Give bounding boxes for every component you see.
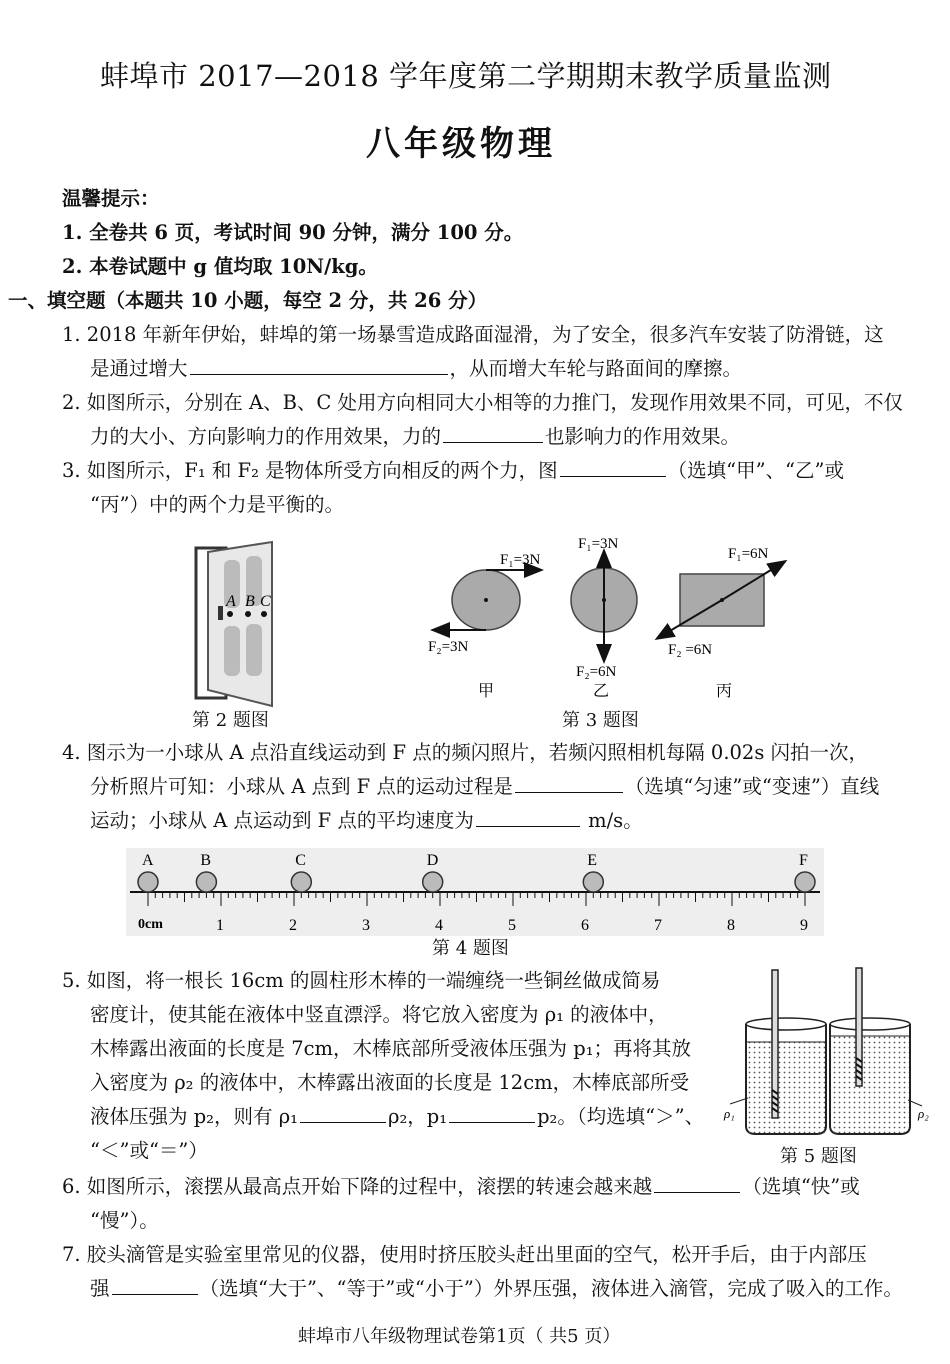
jia-f2-label: F₂=3N [428, 639, 469, 655]
ruler-tick-label: 8 [727, 917, 735, 934]
fig4-caption: 第 4 题图 [432, 938, 509, 959]
liquid-1 [747, 1042, 825, 1133]
strobe-label-c: C [295, 852, 306, 869]
q5-line5 [90, 1104, 704, 1130]
q4-answer-blank-2[interactable] [476, 808, 580, 827]
yi-f1-label: F₁=3N [578, 536, 619, 552]
q6-text-a: 6. 如图所示，滚摆从最高点开始下降的过程中，滚摆的转速会越来越 [62, 1175, 653, 1198]
q4-line3 [90, 808, 643, 834]
exam-subtitle: 八年级物理 [366, 124, 556, 164]
strobe-ball-f [795, 872, 815, 892]
fig4-strobe-figure [124, 846, 828, 938]
door-label-c: C [260, 593, 271, 610]
rho1-label: ρ₁ [724, 1106, 735, 1121]
q4-text-c: 运动；小球从 A 点运动到 F 点的平均速度为 [90, 809, 474, 832]
strobe-ball-e [583, 872, 603, 892]
q5-text-b: ρ₂，p₁ [387, 1105, 448, 1128]
bing-name: 丙 [716, 683, 733, 700]
q5-text-a: 液体压强为 p₂，则有 ρ₁ [90, 1105, 298, 1128]
q3-answer-blank[interactable] [560, 458, 666, 477]
q7-answer-blank[interactable] [112, 1276, 198, 1295]
q2-answer-blank[interactable] [443, 424, 543, 443]
q3-text-b: （选填“甲”、“乙”或 [667, 459, 844, 482]
section-heading: 一、填空题（本题共 10 小题，每空 2 分，共 26 分） [8, 289, 488, 312]
rho2-label: ρ₂ [918, 1106, 929, 1121]
q7-text-b: （选填“大于”、“等于”或“小于”）外界压强，液体进入滴管，完成了吸入的工作。 [199, 1277, 903, 1300]
door-handle [218, 606, 223, 620]
fig3-caption: 第 3 题图 [562, 710, 639, 731]
ruler-tick-label: 1 [216, 917, 224, 934]
q5-line3: 木棒露出液面的长度是 7cm，木棒底部所受液体压强为 p₁；再将其放 [90, 1037, 692, 1060]
q4-line1: 4. 图示为一小球从 A 点沿直线运动到 F 点的频闪照片，若频闪照相机每隔 0.02s 闪拍一次， [62, 741, 869, 764]
jia-name: 甲 [478, 683, 495, 700]
fig2-caption: 第 2 题图 [192, 710, 269, 731]
q1-line1: 1. 2018 年新年伊始，蚌埠的第一场暴雪造成路面湿滑，为了安全，很多汽车安装了防滑链，这 [62, 323, 884, 346]
q5-answer-blank-1[interactable] [300, 1104, 386, 1123]
fig2-door-figure [190, 540, 290, 710]
q4-text-d: m/s。 [588, 809, 643, 832]
strobe-label-b: B [200, 852, 212, 869]
ruler-tick-label: 3 [362, 917, 370, 934]
liquid-2 [831, 1036, 909, 1133]
q7-line1: 7. 胶头滴管是实验室里常见的仪器，使用时挤压胶头赶出里面的空气，松开手后，由于内部压 [62, 1243, 867, 1266]
q3-text-a: 3. 如图所示，F₁ 和 F₂ 是物体所受方向相反的两个力，图 [62, 459, 558, 482]
ruler-tick-label: 4 [435, 917, 443, 934]
ruler-tick-label: 9 [800, 917, 808, 934]
strobe-ball-a [138, 872, 158, 892]
q1-answer-blank[interactable] [190, 356, 448, 375]
q5-line6: “＜”或“＝”） [90, 1139, 208, 1162]
ruler-tick-label: 7 [654, 917, 662, 934]
q2-line2 [90, 424, 740, 450]
jia-f1-label: F₁=3N [500, 552, 541, 568]
q6-text-b: （选填“快”或 [742, 1175, 860, 1198]
strobe-label-e: E [587, 852, 598, 869]
q3-line1 [62, 458, 844, 484]
ruler-unit-label: 0cm [138, 917, 163, 932]
strobe-label-f: F [799, 852, 808, 869]
door-label-b: B [245, 593, 255, 610]
fig3-forces-figure [420, 530, 800, 702]
strobe-label-a: A [142, 852, 154, 869]
q6-answer-blank[interactable] [654, 1174, 740, 1193]
page-footer: 蚌埠市八年级物理试卷第1页（ 共5 页） [298, 1326, 621, 1347]
door-point-c [261, 611, 267, 617]
tip-item-1: 1. 全卷共 6 页，考试时间 90 分钟，满分 100 分。 [62, 221, 524, 244]
door-point-a [227, 611, 233, 617]
q1-text-b: ，从而增大车轮与路面间的摩擦。 [449, 357, 743, 380]
q4-answer-blank-1[interactable] [515, 774, 623, 793]
door-label-a: A [226, 593, 236, 610]
door-inset [224, 626, 240, 676]
q4-text-b: （选填“匀速”或“变速”）直线 [624, 775, 880, 798]
yi-f2-label: F₂=6N [576, 664, 617, 680]
q3-line2: “丙”）中的两个力是平衡的。 [90, 493, 344, 516]
q1-text-a: 是通过增大 [90, 357, 188, 380]
q7-line2 [90, 1276, 903, 1302]
tips-heading: 温馨提示： [62, 187, 160, 210]
yi-name: 乙 [593, 683, 610, 700]
ruler-tick-label: 5 [508, 917, 516, 934]
fig5-caption: 第 5 题图 [780, 1146, 857, 1167]
q5-line1: 5. 如图，将一根长 16cm 的圆柱形木棒的一端缠绕一些铜丝做成简易 [62, 969, 661, 992]
bing-f2-label: F₂ =6N [668, 642, 713, 658]
q4-text-a: 分析照片可知：小球从 A 点到 F 点的运动过程是 [90, 775, 513, 798]
q4-line2 [90, 774, 879, 800]
q5-line2: 密度计，使其能在液体中竖直漂浮。将它放入密度为 ρ₁ 的液体中， [90, 1003, 668, 1026]
q2-line1: 2. 如图所示，分别在 A、B、C 处用方向相同大小相等的力推门，发现作用效果不同，可见，不仅 [62, 391, 904, 414]
door-point-b [245, 611, 251, 617]
door-inset [246, 624, 262, 676]
strobe-ball-c [291, 872, 311, 892]
q6-line1 [62, 1174, 860, 1200]
strobe-ball-b [196, 872, 216, 892]
bing-f1-label: F₁=6N [728, 546, 769, 562]
q1-line2 [90, 356, 742, 382]
fig5-densimeter-figure [718, 966, 940, 1142]
exam-title: 蚌埠市 2017—2018 学年度第二学期期末教学质量监测 [100, 59, 832, 93]
q2-text-a: 力的大小、方向影响力的作用效果，力的 [90, 425, 442, 448]
q2-text-b: 也影响力的作用效果。 [545, 425, 741, 448]
tip-item-2: 2. 本卷试题中 g 值均取 10N/kg。 [62, 255, 378, 278]
strobe-label-d: D [426, 852, 439, 869]
strobe-ball-d [423, 872, 443, 892]
ruler-tick-label: 2 [289, 917, 297, 934]
ruler-tick-label: 6 [581, 917, 589, 934]
q5-text-c: p₂。（均选填“＞”、 [537, 1105, 705, 1128]
q5-answer-blank-2[interactable] [449, 1104, 535, 1123]
q6-line2: “慢”）。 [90, 1209, 159, 1232]
q7-text-a: 强 [90, 1277, 110, 1300]
q5-line4: 入密度为 ρ₂ 的液体中，木棒露出液面的长度是 12cm，木棒底部所受 [90, 1071, 690, 1094]
